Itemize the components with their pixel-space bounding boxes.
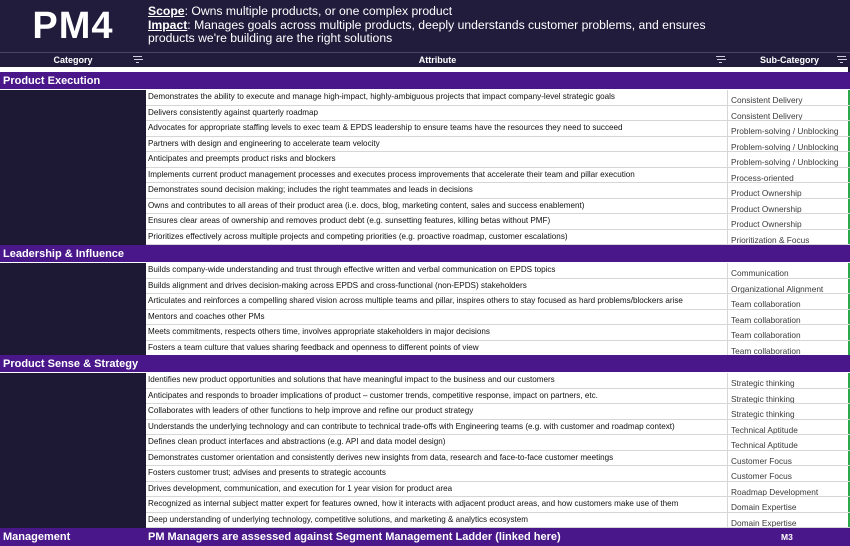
attribute-cell[interactable]: Prioritizes effectively across multiple projects and competing priorities (e.g. proactive roadmap, customer escalations) bbox=[146, 230, 728, 245]
management-row bbox=[0, 528, 850, 546]
management-label: Management bbox=[3, 531, 71, 543]
subcategory-cell[interactable]: Product Ownership bbox=[729, 183, 850, 198]
attribute-cell[interactable]: Demonstrates customer orientation and consistently derives new insights from data, research and face-to-face customer meetings bbox=[146, 451, 728, 466]
attribute-cell[interactable]: Recognized as internal subject matter expert for features owned, how it interacts with adjacent product areas, and how customers make use of them bbox=[146, 497, 728, 512]
attribute-cell[interactable]: Builds company-wide understanding and trust through effective written and verbal communication on EPDS topics bbox=[146, 263, 728, 278]
attribute-cell[interactable]: Identifies new product opportunities and solutions that have meaningful impact to the business and our customers bbox=[146, 373, 728, 388]
attribute-cell[interactable]: Partners with design and engineering to accelerate team velocity bbox=[146, 137, 728, 152]
subcategory-cell[interactable]: Problem-solving / Unblocking bbox=[729, 121, 850, 136]
impact-label: Impact bbox=[148, 17, 188, 32]
attribute-cell[interactable]: Understands the underlying technology and can contribute to technical trade-offs with Engineering teams (e.g. with customer and roadmap context) bbox=[146, 420, 728, 435]
attribute-cell[interactable]: Drives development, communication, and execution for 1 year vision for product area bbox=[146, 482, 728, 497]
category-cell bbox=[0, 90, 146, 245]
filter-icon[interactable] bbox=[133, 56, 142, 64]
column-header-category[interactable] bbox=[0, 52, 146, 67]
column-header-subcategory-label: Sub-Category bbox=[759, 55, 819, 65]
subcategory-cell[interactable]: Consistent Delivery bbox=[729, 106, 850, 121]
subcategory-cell[interactable]: Team collaboration bbox=[729, 341, 850, 356]
management-level: M3 bbox=[781, 532, 793, 542]
impact-text: : Manages goals across multiple products, deeply understands customer problems, and ensures products we're building are the right solutions bbox=[148, 17, 706, 46]
subcategory-cell[interactable]: Product Ownership bbox=[729, 199, 850, 214]
table-row bbox=[146, 341, 850, 357]
subcategory-cell[interactable]: Team collaboration bbox=[729, 325, 850, 340]
subcategory-cell[interactable]: Strategic thinking bbox=[729, 389, 850, 404]
attribute-cell[interactable]: Implements current product management processes and executes process improvements that accelerate their team and pillar execution bbox=[146, 168, 728, 183]
subcategory-cell[interactable]: Technical Aptitude bbox=[729, 420, 850, 435]
attribute-cell[interactable]: Demonstrates the ability to execute and manage high-impact, highly-ambiguous projects that impact company-level strategic goals bbox=[146, 90, 728, 105]
attribute-cell[interactable]: Builds alignment and drives decision-making across EPDS and cross-functional (non-EPDS) stakeholders bbox=[146, 279, 728, 294]
table-row bbox=[146, 263, 850, 279]
table-row bbox=[146, 214, 850, 230]
column-header-attribute[interactable] bbox=[146, 52, 729, 67]
table-row bbox=[146, 497, 850, 513]
filter-icon[interactable] bbox=[716, 56, 725, 64]
table-row bbox=[146, 482, 850, 498]
subcategory-cell[interactable]: Prioritization & Focus bbox=[729, 230, 850, 245]
subcategory-cell[interactable]: Customer Focus bbox=[729, 451, 850, 466]
scope-line bbox=[148, 5, 728, 19]
subcategory-cell[interactable]: Product Ownership bbox=[729, 214, 850, 229]
attribute-cell[interactable]: Delivers consistently against quarterly roadmap bbox=[146, 106, 728, 121]
table-row bbox=[146, 230, 850, 246]
table-row bbox=[146, 137, 850, 153]
table-row bbox=[146, 152, 850, 168]
subcategory-cell[interactable]: Problem-solving / Unblocking bbox=[729, 152, 850, 167]
attribute-cell[interactable]: Defines clean product interfaces and abstractions (e.g. API and data model design) bbox=[146, 435, 728, 450]
attribute-cell[interactable]: Articulates and reinforces a compelling shared vision across multiple teams and pillar, inspires others to stay focused as hard problems/blockers arise bbox=[146, 294, 728, 309]
attribute-cell[interactable]: Deep understanding of underlying technology, competitive solutions, and marketing & analytics ecosystem bbox=[146, 513, 728, 528]
table-row bbox=[146, 325, 850, 341]
table-row bbox=[146, 106, 850, 122]
column-header-category-label: Category bbox=[53, 55, 93, 65]
table-row bbox=[146, 294, 850, 310]
category-cell bbox=[0, 373, 146, 528]
subcategory-cell[interactable]: Roadmap Development bbox=[729, 482, 850, 497]
level-title: PM4 bbox=[32, 4, 114, 47]
attribute-cell[interactable]: Ensures clear areas of ownership and removes product debt (e.g. sunsetting features, killing betas without PMF) bbox=[146, 214, 728, 229]
subcategory-cell[interactable]: Team collaboration bbox=[729, 294, 850, 309]
subcategory-cell[interactable]: Domain Expertise bbox=[729, 497, 850, 512]
category-cell bbox=[0, 263, 146, 356]
subcategory-cell[interactable]: Strategic thinking bbox=[729, 404, 850, 419]
management-ladder-link[interactable]: PM Managers are assessed against Segment Management Ladder (linked here) bbox=[148, 531, 561, 543]
table-row bbox=[146, 404, 850, 420]
table-row bbox=[146, 389, 850, 405]
attribute-cell[interactable]: Advocates for appropriate staffing levels to exec team & EPDS leadership to ensure teams have the resources they need to succeed bbox=[146, 121, 728, 136]
level-header bbox=[0, 0, 850, 52]
table-row bbox=[146, 466, 850, 482]
table-row bbox=[146, 279, 850, 295]
table-row bbox=[146, 435, 850, 451]
section-header: Product Sense & Strategy bbox=[0, 355, 850, 372]
attribute-cell[interactable]: Owns and contributes to all areas of their product area (i.e. docs, blog, marketing content, sales and success enablement) bbox=[146, 199, 728, 214]
subcategory-cell[interactable]: Organizational Alignment bbox=[729, 279, 850, 294]
subcategory-cell[interactable]: Technical Aptitude bbox=[729, 435, 850, 450]
subcategory-cell[interactable]: Problem-solving / Unblocking bbox=[729, 137, 850, 152]
section-header: Product Execution bbox=[0, 72, 850, 89]
attribute-cell[interactable]: Demonstrates sound decision making; includes the right teammates and leads in decisions bbox=[146, 183, 728, 198]
attribute-cell[interactable]: Fosters customer trust; advises and presents to strategic accounts bbox=[146, 466, 728, 481]
subcategory-cell[interactable]: Domain Expertise bbox=[729, 513, 850, 528]
table-row bbox=[146, 199, 850, 215]
subcategory-cell[interactable]: Team collaboration bbox=[729, 310, 850, 325]
subcategory-cell[interactable]: Consistent Delivery bbox=[729, 90, 850, 105]
subcategory-cell[interactable]: Communication bbox=[729, 263, 850, 278]
attribute-cell[interactable]: Anticipates and preempts product risks and blockers bbox=[146, 152, 728, 167]
subcategory-cell[interactable]: Strategic thinking bbox=[729, 373, 850, 388]
scope-text: : Owns multiple products, or one complex product bbox=[184, 4, 453, 18]
impact-line bbox=[148, 19, 728, 46]
attribute-cell[interactable]: Meets commitments, respects others time, involves appropriate stakeholders in major decisions bbox=[146, 325, 728, 340]
filter-icon[interactable] bbox=[837, 56, 846, 64]
subcategory-cell[interactable]: Customer Focus bbox=[729, 466, 850, 481]
column-header-attribute-label: Attribute bbox=[418, 55, 457, 65]
table-row bbox=[146, 183, 850, 199]
table-row bbox=[146, 373, 850, 389]
section-header: Leadership & Influence bbox=[0, 245, 850, 262]
subcategory-cell[interactable]: Process-oriented bbox=[729, 168, 850, 183]
table-row bbox=[146, 168, 850, 184]
attribute-cell[interactable]: Anticipates and responds to broader implications of product – customer trends, competitive response, impact on partners, etc. bbox=[146, 389, 728, 404]
column-header-subcategory[interactable] bbox=[729, 52, 850, 67]
table-row bbox=[146, 90, 850, 106]
attribute-cell[interactable]: Collaborates with leaders of other functions to help improve and refine our product strategy bbox=[146, 404, 728, 419]
table-row bbox=[146, 310, 850, 326]
table-row bbox=[146, 420, 850, 436]
table-row bbox=[146, 513, 850, 529]
table-row bbox=[146, 121, 850, 137]
attribute-cell[interactable]: Fosters a team culture that values sharing feedback and openness to different points of view bbox=[146, 341, 728, 356]
attribute-cell[interactable]: Mentors and coaches other PMs bbox=[146, 310, 728, 325]
scope-impact-block bbox=[148, 5, 728, 46]
scope-label: Scope bbox=[148, 4, 185, 18]
table-row bbox=[146, 451, 850, 467]
